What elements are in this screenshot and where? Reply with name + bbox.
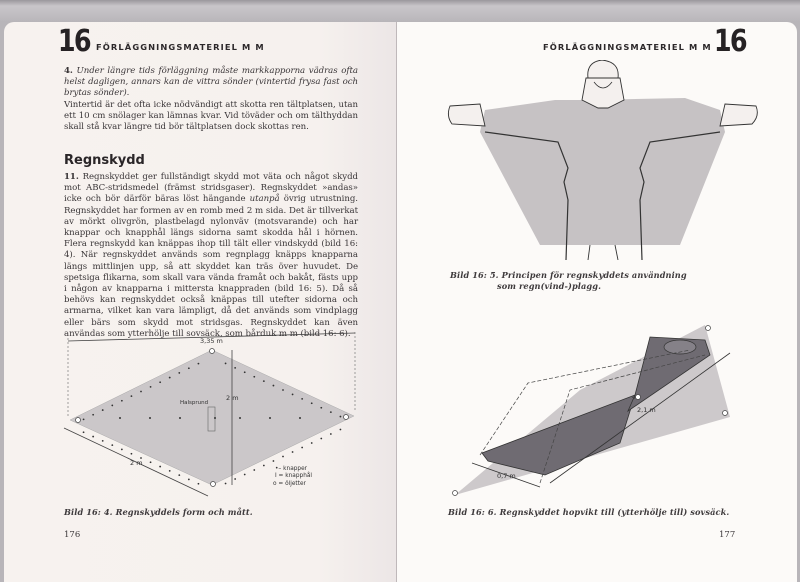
button-marker <box>292 451 294 453</box>
note-paragraph <box>64 66 358 133</box>
figure-poncho-illustration <box>440 60 760 260</box>
button-marker <box>169 470 171 472</box>
button-marker <box>320 407 322 409</box>
button-marker <box>282 389 284 391</box>
button-marker <box>102 409 104 411</box>
side-label: 2 m <box>130 459 143 467</box>
legend-buttonholes: I = knapphål <box>275 473 313 479</box>
left-hand <box>448 104 485 126</box>
button-marker <box>159 381 161 383</box>
button-marker <box>178 474 180 476</box>
button-marker <box>301 398 303 400</box>
marker-label: 4 <box>632 395 636 401</box>
book-gutter <box>396 22 397 582</box>
note-number: 4. <box>64 66 73 76</box>
section-paragraph <box>64 172 358 340</box>
button-marker <box>140 391 142 393</box>
button-marker <box>330 433 332 435</box>
button-marker <box>121 449 123 451</box>
button-marker <box>292 394 294 396</box>
button-marker <box>299 417 301 419</box>
button-marker <box>340 416 342 418</box>
legend-eyelets: o = öljetter <box>273 481 306 487</box>
button-marker <box>179 417 181 419</box>
paragraph-text-1: Regnskyddet ger fullständigt skydd mot väta och något skydd mot ABC-stridsmedel (främst stridsgaser). Regnskyddet »andas» icke och bör därför bäras löst hängande <box>64 172 359 205</box>
section-heading: Regnskydd <box>64 153 145 168</box>
figure-6-caption: Bild 16: 6. Regnskyddet hopvikt till (ytterhölje till) sovsäck. <box>448 507 730 517</box>
button-marker <box>234 478 236 480</box>
helmet <box>588 60 618 78</box>
button-marker <box>340 429 342 431</box>
button-marker <box>311 442 313 444</box>
figure-5-caption-line1: Bild 16: 5. Principen för regnskyddets användning <box>450 270 687 280</box>
button-marker <box>311 402 313 404</box>
button-marker <box>239 417 241 419</box>
length-label: 2,1 m <box>637 406 656 414</box>
button-marker <box>320 438 322 440</box>
button-marker <box>178 372 180 374</box>
button-marker <box>273 460 275 462</box>
button-marker <box>169 377 171 379</box>
button-marker <box>273 385 275 387</box>
button-marker <box>253 376 255 378</box>
eyelet-top-right <box>706 326 711 331</box>
neck-label: Halsprund <box>180 400 209 406</box>
leg-left <box>588 245 590 260</box>
button-marker <box>121 400 123 402</box>
button-marker <box>263 465 265 467</box>
button-marker <box>188 367 190 369</box>
figure-rhombus-diagram <box>50 330 380 505</box>
right-hand <box>720 104 757 126</box>
eyelet-center <box>636 395 641 400</box>
eyelet-bottom-left <box>453 491 458 496</box>
button-marker <box>131 453 133 455</box>
button-marker <box>198 483 200 485</box>
button-marker <box>83 418 85 420</box>
note-text: Vintertid är det ofta icke nödvändigt att skotta ren tältplatsen, utan ett 10 cm snölager kan lämnas kvar. Vid töväder och om tälthyddan skall stå kvar längre tid bör tältplatsen dock skottas ren. <box>64 99 358 133</box>
button-marker <box>269 417 271 419</box>
button-marker <box>102 440 104 442</box>
button-marker <box>301 447 303 449</box>
leg-right <box>615 245 618 260</box>
button-marker <box>92 436 94 438</box>
button-marker <box>244 371 246 373</box>
button-marker <box>225 363 227 365</box>
button-marker <box>111 444 113 446</box>
button-marker <box>150 386 152 388</box>
button-marker <box>131 395 133 397</box>
eyelet-bottom <box>211 482 216 487</box>
button-marker <box>149 417 151 419</box>
paragraph-number: 11. <box>64 172 79 182</box>
button-marker <box>225 483 227 485</box>
button-marker <box>214 417 216 419</box>
paragraph-italic-word: utanpå <box>249 194 280 205</box>
button-marker <box>119 417 121 419</box>
running-head-right: FÖRLÄGGNINGSMATERIEL M M <box>543 42 712 52</box>
eyelet-left <box>76 418 81 423</box>
page-number-right: 177 <box>719 530 736 540</box>
poncho-fabric <box>480 98 725 245</box>
eyelet-right-6 <box>723 411 728 416</box>
eyelet-right <box>344 415 349 420</box>
button-marker <box>198 363 200 365</box>
button-marker <box>253 469 255 471</box>
rhombus-shape <box>70 350 354 485</box>
button-marker <box>150 461 152 463</box>
button-marker <box>282 456 284 458</box>
button-marker <box>330 411 332 413</box>
figure-5-caption-line2: som regn(vind-)plagg. <box>497 281 602 291</box>
chapter-number: 16 <box>57 24 90 59</box>
figure-4-caption: Bild 16: 4. Regnskyddels form och mått. <box>64 507 253 517</box>
width-label-6: 0,7 m <box>497 472 516 480</box>
legend-buttons: •– knapper <box>275 466 308 472</box>
button-marker <box>83 431 85 433</box>
height-label: 2 m <box>226 394 239 402</box>
eyelet-top <box>210 349 215 354</box>
chapter-number-right: 16 <box>713 24 746 59</box>
button-marker <box>188 479 190 481</box>
width-label: 3,35 m <box>200 337 223 345</box>
sleeping-bag-lower <box>482 395 635 475</box>
page-number-left: 176 <box>64 530 81 540</box>
paragraph-text-2: övrig utrustning. Regnskyddet har formen av en romb med 2 m sida. Det är tillverkat av mörkt olivgrön, plastbelagd nylonväv (motsvarande) och har knappar och knapphål längs sidorna samt skodda hål i hörnen. Flera regnskydd kan knäppas ihop till tält eller vindskydd (bild 16: 4). När regnskyddet används som regnplagg knäpps knapparna längs mittlinjen upp, så att skyddet kan träs över huvudet. De spetsiga flikarna, som skall vara vända framåt och bakåt, fästs upp i någon av knapparna i mittersta knappraden (bild 16: 5). Då så behövs kan regnskyddet också knäppas till utefter sidorna och armarna, vilket kan vara lämpligt, då det används som vindplagg eller bärs som skydd mot stridsgas. Regnskyddet kan även användas som ytterhölje till sovsäck, som bårduk m m (bild 16: 6). <box>64 194 358 339</box>
running-head: FÖRLÄGGNINGSMATERIEL M M <box>96 42 265 52</box>
button-marker <box>263 380 265 382</box>
button-marker <box>234 367 236 369</box>
button-marker <box>244 474 246 476</box>
button-marker <box>111 405 113 407</box>
hood <box>582 78 624 108</box>
button-marker <box>92 414 94 416</box>
note-italic-text: Under längre tids förläggning måste markkapporna vädras ofta helst dagligen, annars kan de vittra sönder (vintertid frysa fast och brytas sönder). <box>64 66 358 99</box>
figure-sleeping-bag-diagram <box>440 315 760 500</box>
button-marker <box>159 466 161 468</box>
